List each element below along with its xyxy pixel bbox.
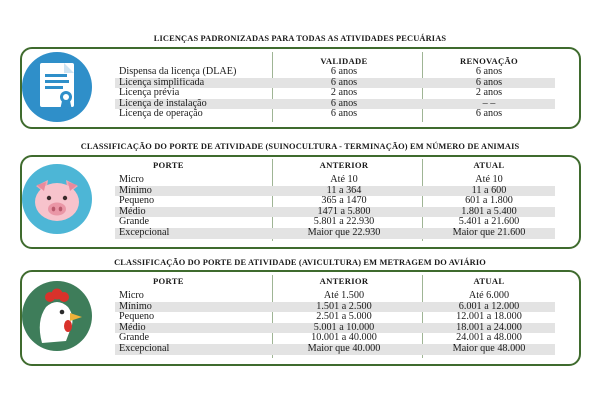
cell-anterior: 1.501 a 2.500	[265, 302, 423, 313]
row-label: Licença de operação	[119, 109, 203, 120]
cell-renovacao: 6 anos	[475, 109, 503, 120]
cell-anterior: 5.801 a 22.930	[313, 217, 375, 228]
column-header-validade: VALIDADE	[320, 55, 368, 66]
row-label: Mínimo	[115, 302, 265, 313]
row-label: Grande	[119, 217, 149, 228]
column-header-porte: PORTE	[153, 276, 184, 287]
cell-anterior: 1471 a 5.800	[265, 207, 423, 218]
table-row	[115, 312, 555, 323]
section-title-suinocultura: CLASSIFICAÇÃO DO PORTE DE ATIVIDADE (SUINOCULTURA - TERMINAÇÃO) EM NÚMERO DE ANIMAIS	[80, 142, 520, 151]
cell-anterior: Maior que 40.000	[265, 344, 423, 355]
cell-atual: 12.001 a 18.000	[456, 312, 522, 323]
table-row	[115, 99, 555, 110]
table-row	[115, 78, 555, 89]
cell-atual: 1.801 a 5.400	[423, 207, 555, 218]
table-row	[115, 302, 555, 313]
column-header-anterior: ANTERIOR	[319, 276, 369, 287]
cell-renovacao: 6 anos	[423, 78, 555, 89]
cell-validade: 6 anos	[330, 109, 358, 120]
cell-anterior: 365 a 1470	[321, 196, 367, 207]
cell-atual: Maior que 21.600	[423, 228, 555, 239]
pig-icon	[22, 164, 92, 234]
cell-validade: 6 anos	[265, 99, 423, 110]
cell-atual: Até 10	[475, 175, 503, 185]
table-row	[115, 207, 555, 218]
cell-atual: Maior que 48.000	[423, 344, 555, 355]
table-row	[115, 175, 555, 186]
cell-renovacao: 6 anos	[475, 67, 503, 77]
column-header-atual: ATUAL	[473, 160, 505, 171]
row-label: Excepcional	[115, 228, 265, 239]
table-row	[115, 88, 555, 99]
cell-renovacao: – –	[423, 99, 555, 110]
cell-anterior: Maior que 22.930	[265, 228, 423, 239]
cell-atual: Até 6.000	[468, 291, 510, 301]
row-label: Excepcional	[115, 344, 265, 355]
column-header-porte: PORTE	[153, 160, 184, 171]
column-header-anterior: ANTERIOR	[319, 160, 369, 171]
cell-atual: 601 a 1.800	[465, 196, 513, 207]
row-label: Dispensa da licença (DLAE)	[119, 67, 237, 77]
cell-atual: 6.001 a 12.000	[423, 302, 555, 313]
cell-atual: 24.001 a 48.000	[456, 333, 522, 344]
row-label: Pequeno	[119, 312, 155, 323]
table-row	[115, 344, 555, 355]
document-certificate-icon	[22, 52, 92, 122]
row-label: Licença prévia	[119, 88, 180, 99]
column-header-renovacao: RENOVAÇÃO	[460, 55, 518, 66]
cell-anterior: Até 1.500	[323, 291, 365, 301]
row-label: Licença simplificada	[115, 78, 265, 89]
table-row	[115, 333, 555, 344]
cell-anterior: 5.001 a 10.000	[265, 323, 423, 334]
licencas-table	[115, 55, 555, 120]
avicultura-table	[115, 275, 555, 355]
cell-atual: 11 a 600	[423, 186, 555, 197]
column-header-atual: ATUAL	[473, 276, 505, 287]
row-label: Mínimo	[115, 186, 265, 197]
cell-validade: 6 anos	[265, 78, 423, 89]
table-row	[115, 109, 555, 120]
table-row	[115, 291, 555, 302]
row-label: Médio	[115, 207, 265, 218]
cell-anterior: Até 10	[330, 175, 358, 185]
cell-validade: 6 anos	[330, 67, 358, 77]
cell-anterior: 2.501 a 5.000	[316, 312, 372, 323]
table-row	[115, 217, 555, 228]
row-label: Médio	[115, 323, 265, 334]
table-row	[115, 186, 555, 197]
cell-anterior: 10.001 a 40.000	[311, 333, 377, 344]
row-label: Grande	[119, 333, 149, 344]
chicken-icon	[22, 281, 92, 351]
section-title-avicultura: CLASSIFICAÇÃO DO PORTE DE ATIVIDADE (AVICULTURA) EM METRAGEM DO AVIÁRIO	[114, 258, 486, 267]
cell-renovacao: 2 anos	[475, 88, 503, 99]
cell-anterior: 11 a 364	[265, 186, 423, 197]
row-label: Licença de instalação	[115, 99, 265, 110]
row-label: Micro	[119, 175, 144, 185]
suinocultura-table	[115, 159, 555, 239]
cell-validade: 2 anos	[330, 88, 358, 99]
table-row	[115, 196, 555, 207]
row-label: Pequeno	[119, 196, 155, 207]
section-title-licencas: LICENÇAS PADRONIZADAS PARA TODAS AS ATIVIDADES PECUÁRIAS	[153, 34, 447, 43]
row-label: Micro	[119, 291, 144, 301]
cell-atual: 18.001 a 24.000	[423, 323, 555, 334]
cell-atual: 5.401 a 21.600	[458, 217, 520, 228]
table-row	[115, 228, 555, 239]
table-row	[115, 67, 555, 78]
column-header	[115, 55, 265, 67]
table-row	[115, 323, 555, 334]
